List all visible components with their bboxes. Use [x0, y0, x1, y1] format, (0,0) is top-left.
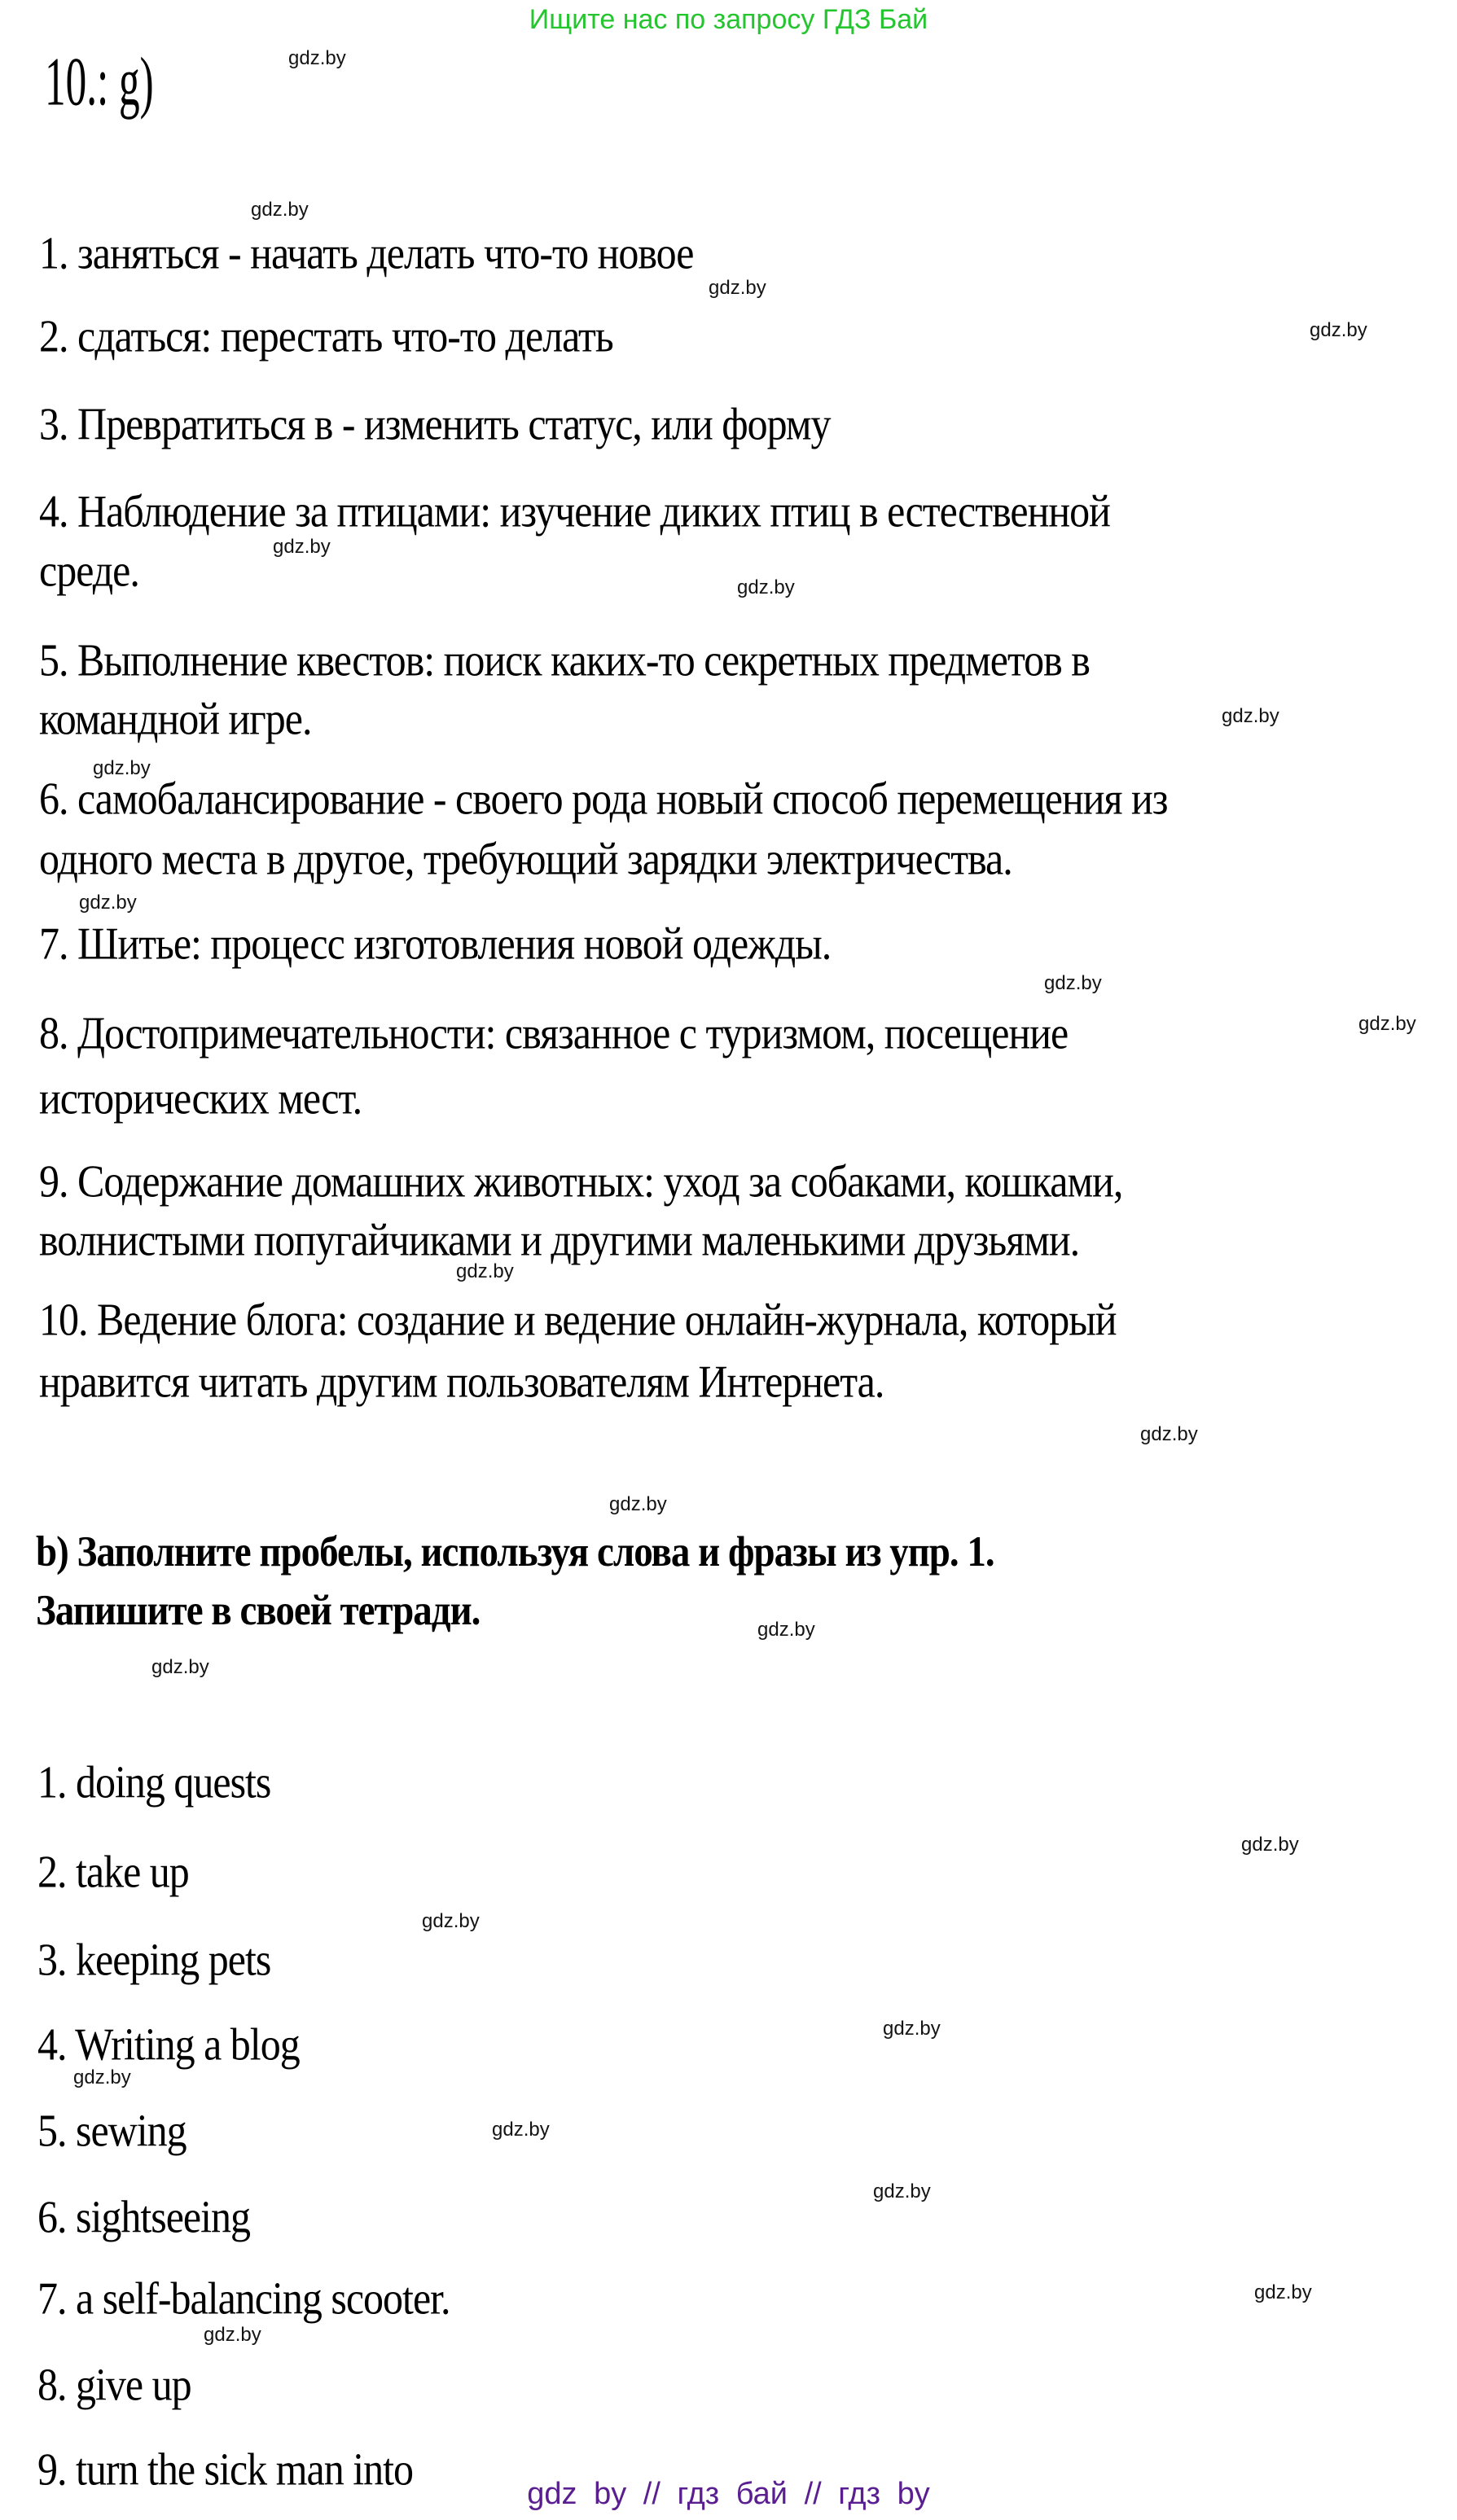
section-b-heading-line-1: b) Заполните пробелы, используя слова и фразы из упр. 1. — [36, 1528, 994, 1576]
exercise-a-item-5-line-1: 5. Выполнение квестов: поиск каких-то секретных предметов в — [39, 634, 1090, 686]
gdz-watermark: gdz.by — [251, 199, 309, 221]
exercise-b-item-7: 7. a self-balancing scooter. — [37, 2272, 450, 2324]
gdz-watermark: gdz.by — [883, 2018, 941, 2040]
gdz-watermark: gdz.by — [492, 2119, 550, 2141]
exercise-b-item-3: 3. keeping pets — [37, 1934, 271, 1985]
section-b-heading-line-2: Запишите в своей тетради. — [36, 1587, 481, 1635]
exercise-b-item-6: 6. sightseeing — [37, 2191, 250, 2242]
exercise-b-item-5: 5. sewing — [37, 2105, 187, 2156]
exercise-a-item-6-line-2: одного места в другое, требующий зарядки электричества. — [39, 833, 1012, 884]
gdz-watermark: gdz.by — [757, 1619, 815, 1641]
exercise-a-item-7: 7. Шитье: процесс изготовления новой одежды. — [39, 918, 832, 969]
promo-banner-text: Ищите нас по запросу ГДЗ Бай — [529, 4, 928, 35]
gdz-watermark: gdz.by — [1254, 2281, 1312, 2303]
page-title: 10.: g) — [45, 43, 154, 121]
footer-text: gdz by // гдз бай // гдз by — [527, 2477, 930, 2511]
gdz-watermark: gdz.by — [288, 47, 346, 69]
exercise-a-item-8-line-2: исторических мест. — [39, 1072, 362, 1124]
gdz-watermark: gdz.by — [1140, 1423, 1198, 1445]
exercise-b-item-1: 1. doing quests — [37, 1756, 271, 1808]
gdz-watermark: gdz.by — [204, 2324, 261, 2346]
exercise-a-item-10-line-1: 10. Ведение блога: создание и ведение онлайн-журнала, который — [39, 1294, 1117, 1345]
exercise-b-item-4: 4. Writing a blog — [37, 2018, 300, 2070]
gdz-watermark: gdz.by — [73, 2066, 131, 2088]
gdz-watermark: gdz.by — [273, 536, 331, 558]
exercise-b-item-9: 9. turn the sick man into — [37, 2443, 414, 2495]
exercise-a-item-9-line-2: волнистыми попугайчиками и другими маленькими друзьями. — [39, 1214, 1080, 1265]
gdz-watermark: gdz.by — [1310, 319, 1367, 341]
exercise-a-item-9-line-1: 9. Содержание домашних животных: уход за собаками, кошками, — [39, 1155, 1123, 1207]
exercise-a-item-4-line-2: среде. — [39, 545, 139, 596]
gdz-watermark: gdz.by — [1222, 705, 1279, 727]
gdz-watermark: gdz.by — [1044, 972, 1102, 994]
gdz-watermark: gdz.by — [456, 1260, 514, 1282]
gdz-watermark: gdz.by — [873, 2180, 931, 2202]
gdz-watermark: gdz.by — [93, 757, 151, 779]
exercise-a-item-2: 2. сдаться: перестать что-то делать — [39, 310, 613, 362]
exercise-a-item-1: 1. заняться - начать делать что-то новое — [39, 227, 694, 278]
exercise-a-item-4-line-1: 4. Наблюдение за птицами: изучение диких птиц в естественной — [39, 485, 1110, 537]
gdz-watermark: gdz.by — [151, 1656, 209, 1678]
gdz-watermark: gdz.by — [737, 576, 795, 598]
gdz-watermark: gdz.by — [422, 1910, 480, 1932]
exercise-a-item-8-line-1: 8. Достопримечательности: связанное с туризмом, посещение — [39, 1007, 1069, 1058]
exercise-a-item-6-line-1: 6. самобалансирование - своего рода новый способ перемещения из — [39, 773, 1168, 824]
gdz-watermark: gdz.by — [609, 1493, 667, 1515]
exercise-b-item-8: 8. give up — [37, 2359, 191, 2410]
gdz-watermark: gdz.by — [79, 892, 137, 914]
gdz-watermark: gdz.by — [1358, 1013, 1416, 1035]
exercise-a-item-3: 3. Превратиться в - изменить статус, или форму — [39, 398, 831, 449]
gdz-watermark: gdz.by — [709, 277, 766, 299]
exercise-a-item-5-line-2: командной игре. — [39, 693, 312, 744]
exercise-a-item-10-line-2: нравится читать другим пользователям Интернета. — [39, 1356, 884, 1407]
gdz-watermark: gdz.by — [1241, 1834, 1299, 1856]
exercise-b-item-2: 2. take up — [37, 1846, 189, 1897]
